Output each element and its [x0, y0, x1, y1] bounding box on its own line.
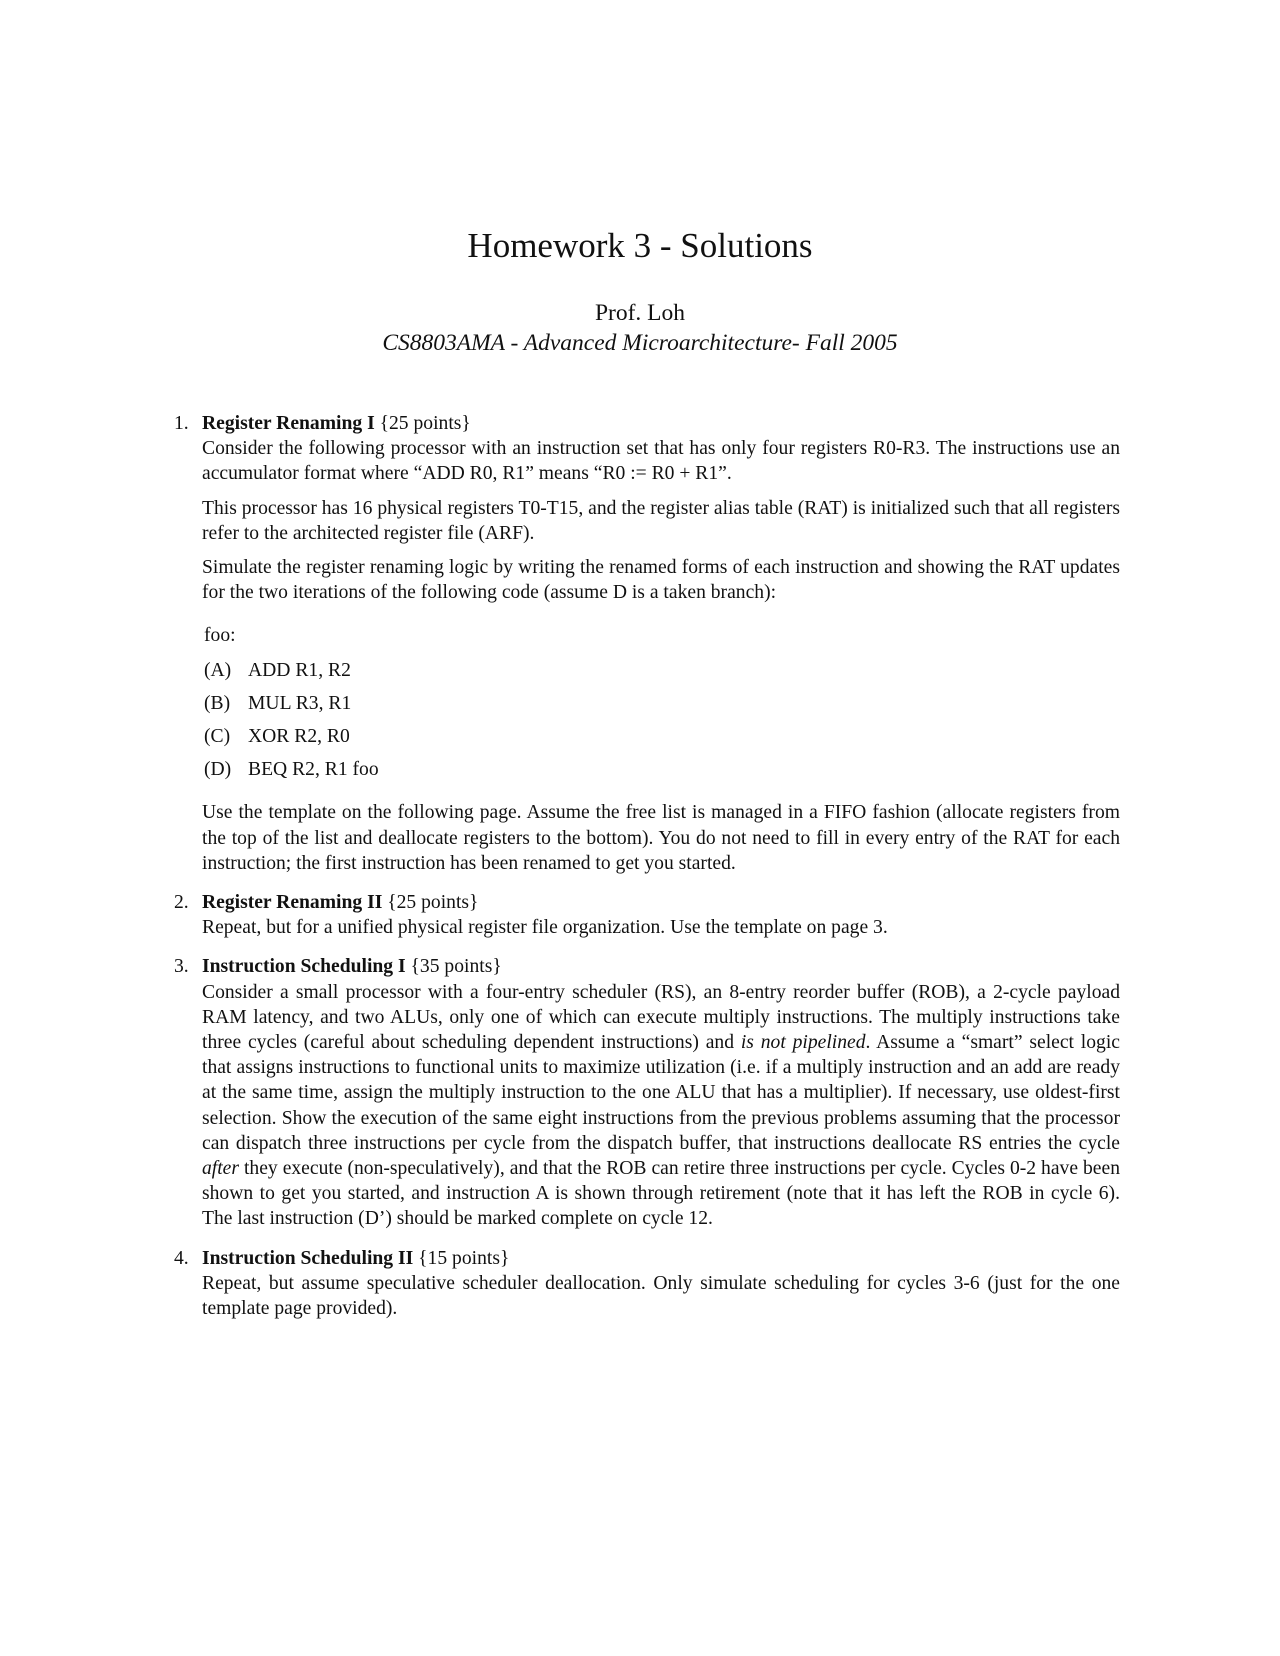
instruction-text: XOR R2, R0 — [248, 726, 350, 748]
problem-paragraph: This processor has 16 physical registers T0-T15, and the register alias table (RAT) is initialized such that all registers refer to the architected register file (ARF). — [202, 497, 1120, 544]
instruction-text: BEQ R2, R1 foo — [248, 759, 379, 781]
author: Prof. Loh — [594, 300, 686, 326]
problem-title: Instruction Scheduling II — [202, 1247, 414, 1269]
code-listing — [204, 623, 1120, 782]
problem-points: {25 points} — [379, 413, 471, 434]
problem-number: 1. — [174, 413, 189, 434]
problem-number: 2. — [174, 892, 189, 914]
problem-paragraph: Repeat, but assume speculative scheduler deallocation. Only simulate scheduling for cycles 3-6 (just for the one template page provided). — [202, 1272, 1120, 1320]
paragraph-text: they execute (non-speculatively), and that the ROB can retire three instructions per cycle. Cycles 0-2 have been shown to get you started, and instruction A is shown through retirement (note that it has left the ROB in cycle 6). The last instruction (D’) should be marked complete on cycle 12. — [202, 1158, 1120, 1230]
code-line — [204, 724, 1120, 749]
instruction-tag: (D) — [204, 759, 232, 781]
instruction-tag: (C) — [204, 726, 231, 748]
problem-3 — [174, 954, 1120, 1231]
instruction-text: ADD R1, R2 — [248, 659, 351, 681]
problem-heading — [202, 1246, 1120, 1271]
problem-4 — [174, 1246, 1120, 1322]
problem-heading — [202, 411, 1120, 436]
course-title: CS8803AMA - Advanced Microarchitecture- Fall 2005 — [382, 330, 898, 356]
problem-heading — [202, 954, 1120, 979]
problem-title: Instruction Scheduling I — [202, 956, 406, 978]
paragraph-text: . Assume a “smart” select logic that assigns instructions to functional units to maximize utilization (i.e. if a multiply instruction and an add are ready at the same time, assign the multiply instruction to the one ALU that has a multiplier). If necessary, use oldest-first selection. Show the execution of the same eight instructions from the previous problems assuming that the processor can dispatch three instructions per cycle from the dispatch buffer, that instructions deallocate RS entries the cycle — [202, 1032, 1120, 1154]
problem-1 — [174, 411, 1120, 876]
problem-title: Register Renaming I — [202, 413, 375, 434]
problem-paragraph: Consider the following processor with an instruction set that has only four registers R0-R3. The instructions use an accumulator format where “ADD R0, R1” means “R0 := R0 + R1”. — [202, 438, 1120, 485]
problem-paragraph — [202, 980, 1120, 1232]
code-label: foo: — [204, 625, 236, 647]
problem-points: {35 points} — [410, 956, 502, 978]
problem-paragraph: Use the template on the following page. Assume the free list is managed in a FIFO fashion (allocate registers from the top of the list and deallocate registers to the bottom). You do not need to fill in every entry of the RAT for each instruction; the first instruction has been renamed to get you started. — [202, 802, 1120, 874]
problem-points: {15 points} — [418, 1247, 510, 1269]
problem-number: 4. — [174, 1247, 189, 1269]
emphasis-text: after — [202, 1158, 240, 1180]
instruction-tag: (B) — [204, 692, 231, 714]
problem-paragraph: Simulate the register renaming logic by writing the renamed forms of each instruction and showing the RAT updates for the two iterations of the following code (assume D is a taken branch): — [202, 557, 1120, 604]
code-line — [204, 658, 1120, 683]
paragraph-text: Consider a small processor with a four-entry scheduler (RS), an 8-entry reorder buffer (ROB), a 2-cycle payload RAM latency, and two ALUs, only one of which can execute multiply instructions. The multiply instructions take three cycles (careful about scheduling dependent instructions) and — [202, 981, 1120, 1054]
code-line — [204, 757, 1120, 782]
page-title: Homework 3 - Solutions — [467, 226, 813, 265]
problem-paragraph: Repeat, but for a unified physical register file organization. Use the template on page 3. — [202, 917, 888, 939]
instruction-tag: (A) — [204, 659, 232, 681]
code-line — [204, 691, 1120, 716]
instruction-text: MUL R3, R1 — [248, 692, 352, 714]
problem-number: 3. — [174, 956, 189, 978]
emphasis-text: is not pipelined — [740, 1032, 866, 1054]
problem-title: Register Renaming II — [202, 892, 383, 914]
problem-heading — [202, 890, 1120, 915]
problem-list — [174, 411, 1120, 1321]
problem-points: {25 points} — [387, 892, 479, 914]
problem-2 — [174, 890, 1120, 940]
